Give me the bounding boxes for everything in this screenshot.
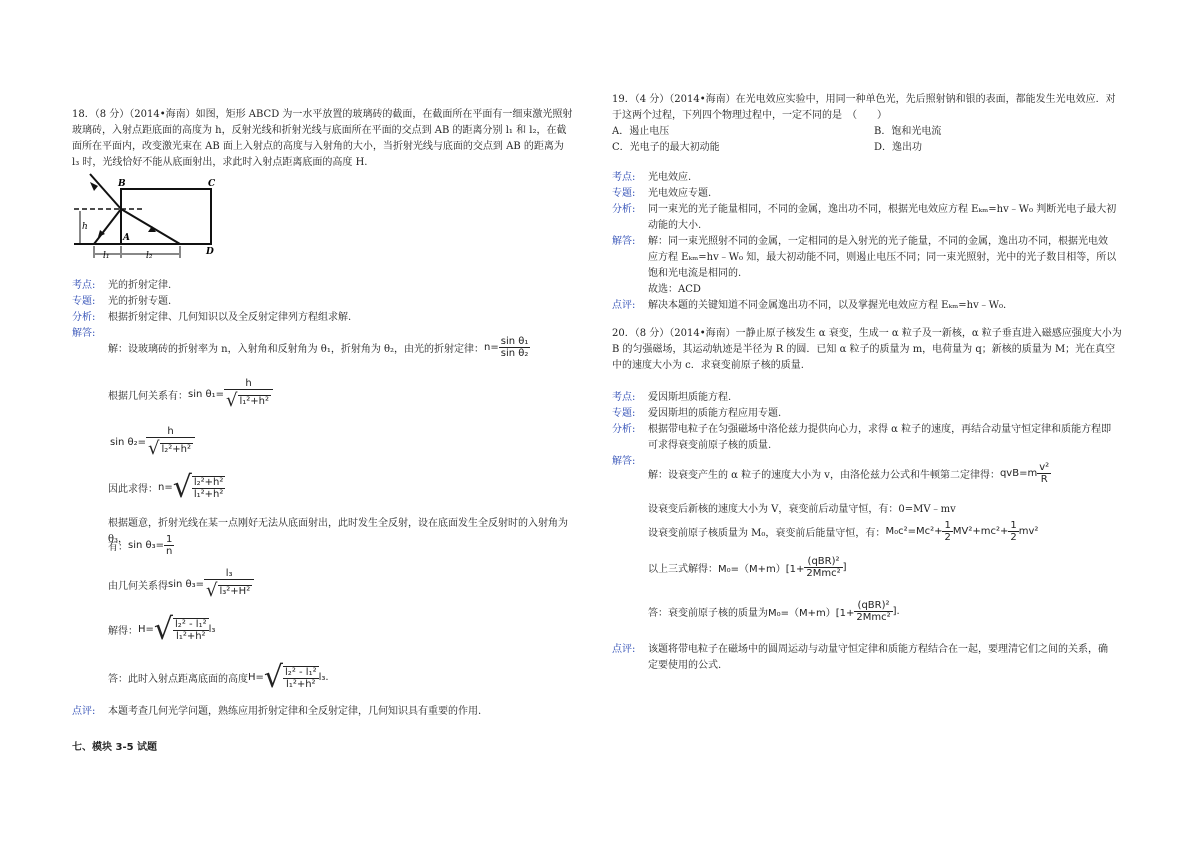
numerator: h xyxy=(224,378,273,390)
q19-dianping xyxy=(612,298,1138,314)
q19-fenxi-body xyxy=(648,202,1138,234)
text: 由几何关系得 xyxy=(108,581,168,592)
section-heading: 七、模块 3-5 试题 xyxy=(72,742,158,753)
q20-stem-line: B 的匀强磁场，其运动轨迹是半径为 R 的圆．已知 α 粒子的质量为 m，电荷量为 q；新核的质量为 M；光在真空 xyxy=(612,344,1116,355)
denominator: 2Mmc² xyxy=(856,612,891,623)
denominator: l₁²+h² xyxy=(286,678,316,690)
text: 答：此时入射点距离底面的高度 xyxy=(108,674,248,685)
math-part: M₀c²=Mc²+ xyxy=(885,526,943,537)
line: 故选：ACD xyxy=(648,284,701,295)
math-tail: l₃ xyxy=(208,624,216,635)
tag: 点评: xyxy=(612,300,636,311)
q19-jieda-body xyxy=(648,234,1138,298)
q20-step5 xyxy=(648,600,900,623)
denominator: sin θ₂ xyxy=(500,348,529,359)
tag: 解答: xyxy=(612,456,636,467)
q18-stem-line: 面所在平面内，改变激光束在 AB 面上入射点的高度与入射角的大小，当折射光线与底面的交点到 AB 的距离为 xyxy=(72,141,564,152)
q20-fenxi-body xyxy=(648,422,1138,454)
math-lhs: sin θ₃= xyxy=(128,540,165,551)
math-tail: ]. xyxy=(892,606,900,617)
radicand: l₁²+h² xyxy=(239,395,270,407)
text: 爱因斯坦的质能方程应用专题. xyxy=(648,408,782,419)
denominator: 2 xyxy=(944,532,951,543)
math-part: mv² xyxy=(1018,526,1039,537)
numerator: 1 xyxy=(1010,520,1017,531)
fraction xyxy=(1008,520,1018,543)
line: 动能的大小. xyxy=(648,220,702,231)
option-c: C．光电子的最大初动能 xyxy=(612,142,720,153)
q20-step2: 设衰变后新核的速度大小为 V，衰变前后动量守恒，有：0=MV﹣mv xyxy=(648,504,956,515)
q18-step7 xyxy=(108,568,254,601)
text: 解：设衰变产生的 α 粒子的速度大小为 v，由洛伦兹力公式和牛顿第二定律得： xyxy=(648,470,1000,481)
label-l1: l₁ xyxy=(103,251,110,261)
q20-dianping-body xyxy=(648,642,1138,674)
numerator: 1 xyxy=(166,534,173,545)
q18-step8: 解得：H=√ $\frac{\text{l₂² - l₁²}}{\text{l₁²+h²}}$ l₃ xyxy=(108,612,216,647)
tag: 专题: xyxy=(72,296,96,307)
fraction xyxy=(283,666,319,690)
numerator: l₂²+h² xyxy=(193,476,224,488)
text: 设衰变前原子核质量为 M₀，衰变前后能量守恒，有： xyxy=(648,528,886,539)
q18-dianping xyxy=(72,704,582,720)
math-lhs: sin θ₃= xyxy=(168,579,205,590)
q18-fenxi xyxy=(72,310,582,326)
numerator: v² xyxy=(1039,462,1050,473)
q19-stem xyxy=(612,92,1138,124)
numerator: (qBR)² xyxy=(854,600,892,612)
numerator: h xyxy=(146,426,195,438)
text: 爱因斯坦质能方程. xyxy=(648,392,732,403)
numerator: sin θ₁ xyxy=(500,336,529,347)
tag: 考点: xyxy=(612,172,636,183)
numerator: l₃ xyxy=(204,568,254,580)
numerator: l₂² - l₁² xyxy=(175,618,207,630)
tag: 分析: xyxy=(612,204,636,215)
denominator: l₁²+h² xyxy=(193,488,224,500)
text: 光电效应专题. xyxy=(648,188,712,199)
math-lhs: n= xyxy=(484,342,499,353)
math-lhs: M₀=（M+m）[1+ xyxy=(768,608,855,619)
fraction xyxy=(204,568,254,601)
label-B: B xyxy=(118,179,126,189)
line: 根据带电粒子在匀强磁场中洛伦兹力提供向心力，求得 α 粒子的速度，再结合动量守恒定律和质能方程即 xyxy=(648,424,1112,435)
fraction xyxy=(854,600,892,623)
line: 应方程 Eₖₘ=hv﹣W₀ 知，最大初动能不同，则遏止电压不同；同一束光照射，光中的光子数目相等，所以 xyxy=(648,252,1117,263)
fraction xyxy=(804,556,842,579)
tag: 分析: xyxy=(612,424,636,435)
text: 根据几何关系有： xyxy=(108,391,188,402)
numerator: l₂² - l₁² xyxy=(285,666,317,678)
q18-kaodian xyxy=(72,278,582,294)
math-part: MV²+mc²+ xyxy=(952,526,1009,537)
math-lhs: H= xyxy=(248,672,264,683)
reflected-ray xyxy=(94,209,121,244)
q18-stem-line: 玻璃砖，入射点距底面的高度为 h，反射光线和折射光线与底面所在平面的交点到 AB 的距离分别 l₁ 和 l₂，在截 xyxy=(72,125,567,136)
fraction xyxy=(224,378,273,411)
q18-step5: 根据题意，折射光线在某一点刚好无法从底面射出，此时发生全反射，设在底面发生全反射时的入射角为 θ₃， xyxy=(108,518,568,545)
math-lhs: H= xyxy=(138,624,154,635)
denominator: 2 xyxy=(1010,532,1017,543)
q20-step3 xyxy=(648,520,1038,543)
fraction xyxy=(173,618,209,642)
line: 饱和光电流是相同的. xyxy=(648,268,742,279)
fraction xyxy=(499,336,531,359)
tag: 点评: xyxy=(72,706,96,717)
text: 光的折射定律. xyxy=(108,280,172,291)
text: 以上三式解得： xyxy=(648,564,718,575)
tag: 专题: xyxy=(612,188,636,199)
text: 解：设玻璃砖的折射率为 n，入射角和反射角为 θ₁，折射角为 θ₂，由光的折射定律： xyxy=(108,344,485,355)
q18-step1 xyxy=(108,336,582,364)
q18-stem xyxy=(72,107,582,171)
q20-stem-line: 中的速度大小为 c．求衰变前原子核的质量. xyxy=(612,360,804,371)
text: 答：衰变前原子核的质量为 xyxy=(648,608,768,619)
tag: 考点: xyxy=(72,280,96,291)
text: 光电效应. xyxy=(648,172,692,183)
math-lhs: sin θ₁= xyxy=(188,389,225,400)
q19-zhuanti xyxy=(612,186,1138,202)
q18-zhuanti xyxy=(72,294,582,310)
denominator: l₁²+h² xyxy=(176,630,206,642)
text: 根据折射定律、几何知识以及全反射定律列方程组求解. xyxy=(108,312,352,323)
math-tail: l₃. xyxy=(318,672,329,683)
tag: 解答: xyxy=(612,236,636,247)
q20-stem-line: 20．（8 分）（2014•海南）一静止原子核发生 α 衰变，生成一 α 粒子及一新核，α 粒子垂直进入磁感应强度大小为 xyxy=(612,328,1122,339)
glass-brick-figure xyxy=(72,172,222,264)
arrow-head xyxy=(90,182,98,191)
q18-step6 xyxy=(108,534,174,557)
denominator: R xyxy=(1040,474,1048,485)
tag: 点评: xyxy=(612,644,636,655)
label-A: A xyxy=(123,233,130,243)
label-D: D xyxy=(206,247,214,257)
line: 同一束光的光子能量相同，不同的金属，逸出功不同，根据光电效应方程 Eₖₘ=hv﹣W₀ 判断光电子最大初 xyxy=(648,204,1117,215)
line: 定要使用的公式. xyxy=(648,660,722,671)
q19-kaodian xyxy=(612,170,1138,186)
radicand: l₃²+H² xyxy=(219,585,251,597)
label-C: C xyxy=(208,179,216,189)
q20-step1 xyxy=(648,462,1051,485)
line: 可求得衰变前原子核的质量. xyxy=(648,440,772,451)
q19-stem-line: 于这两个过程，下列四个物理过程中，一定不同的是 （ ） xyxy=(612,110,887,121)
q18-stem-line: l₃ 时，光线恰好不能从底面射出，求此时入射点距离底面的高度 H. xyxy=(72,157,368,168)
line: 该题将带电粒子在磁场中的圆周运动与动量守恒定律和质能方程结合在一起，要理清它们之间的关系，确 xyxy=(648,644,1108,655)
option-d: D．逸出功 xyxy=(874,142,923,153)
numerator: (qBR)² xyxy=(804,556,842,568)
q18-step3 xyxy=(110,426,195,459)
text: 光的折射专题. xyxy=(108,296,172,307)
text: 解决本题的关键知道不同金属逸出功不同，以及掌握光电效应方程 Eₖₘ=hv﹣W₀. xyxy=(648,300,1007,311)
denominator: √ l₁²+h² xyxy=(226,390,270,411)
math-tail: ] xyxy=(842,562,847,573)
math-lhs: sin θ₂= xyxy=(110,437,147,448)
math-lhs: n= xyxy=(158,482,173,493)
option-b: B．饱和光电流 xyxy=(874,126,942,137)
text: 有： xyxy=(108,542,128,553)
text: 本题考查几何光学问题，熟练应用折射定律和全反射定律，几何知识具有重要的作用. xyxy=(108,706,482,717)
q18-stem-line: 18．（8 分）（2014•海南）如图，矩形 ABCD 为一水平放置的玻璃砖的截面，在截面所在平面有一细束激光照射 xyxy=(72,109,573,120)
text: 因此求得： xyxy=(108,484,158,495)
math-lhs: qvB=m xyxy=(999,468,1038,479)
fraction xyxy=(942,520,952,543)
q19-stem-line: 19．（4 分）（2014•海南）在光电效应实验中，用同一种单色光，先后照射钠和银的表面，都能发生光电效应．对 xyxy=(612,94,1116,105)
q18-step9: 答：此时入射点距离底面的高度H=√ $\frac{\text{l₂² - l₁²}}{\text{l₁²+h²}}$ l₃. xyxy=(108,660,329,695)
math-lhs: M₀=（M+m）[1+ xyxy=(718,564,805,575)
fraction xyxy=(192,476,226,500)
option-a: A．遏止电压 xyxy=(612,126,670,137)
q20-stem xyxy=(612,326,1138,374)
incident-ray xyxy=(90,174,121,209)
text: 解得： xyxy=(108,626,138,637)
denominator: √ l₂²+h² xyxy=(148,438,192,459)
q20-kaodian xyxy=(612,390,1138,406)
denominator: √ l₃²+H² xyxy=(206,580,251,601)
fraction xyxy=(146,426,195,459)
tag: 解答: xyxy=(72,328,96,339)
radicand: l₂²+h² xyxy=(161,443,192,455)
numerator: 1 xyxy=(944,520,951,531)
q18-step2 xyxy=(108,378,273,411)
label-l2: l₂ xyxy=(146,251,153,261)
line: 解：同一束光照射不同的金属，一定相同的是入射光的光子能量，不同的金属，逸出功不同，根据光电效 xyxy=(648,236,1108,247)
denominator: n xyxy=(166,546,173,557)
label-h: h xyxy=(82,222,88,232)
q20-step4 xyxy=(648,556,847,579)
q20-zhuanti xyxy=(612,406,1138,422)
tag: 分析: xyxy=(72,312,96,323)
fraction xyxy=(164,534,174,557)
q18-step4: 因此求得：n=√ $\frac{\text{l₂²+h²}}{\text{l₁²+h²}}$ xyxy=(108,470,224,505)
tag: 专题: xyxy=(612,408,636,419)
tag: 考点: xyxy=(612,392,636,403)
fraction xyxy=(1037,462,1051,485)
denominator: 2Mmc² xyxy=(806,568,841,579)
